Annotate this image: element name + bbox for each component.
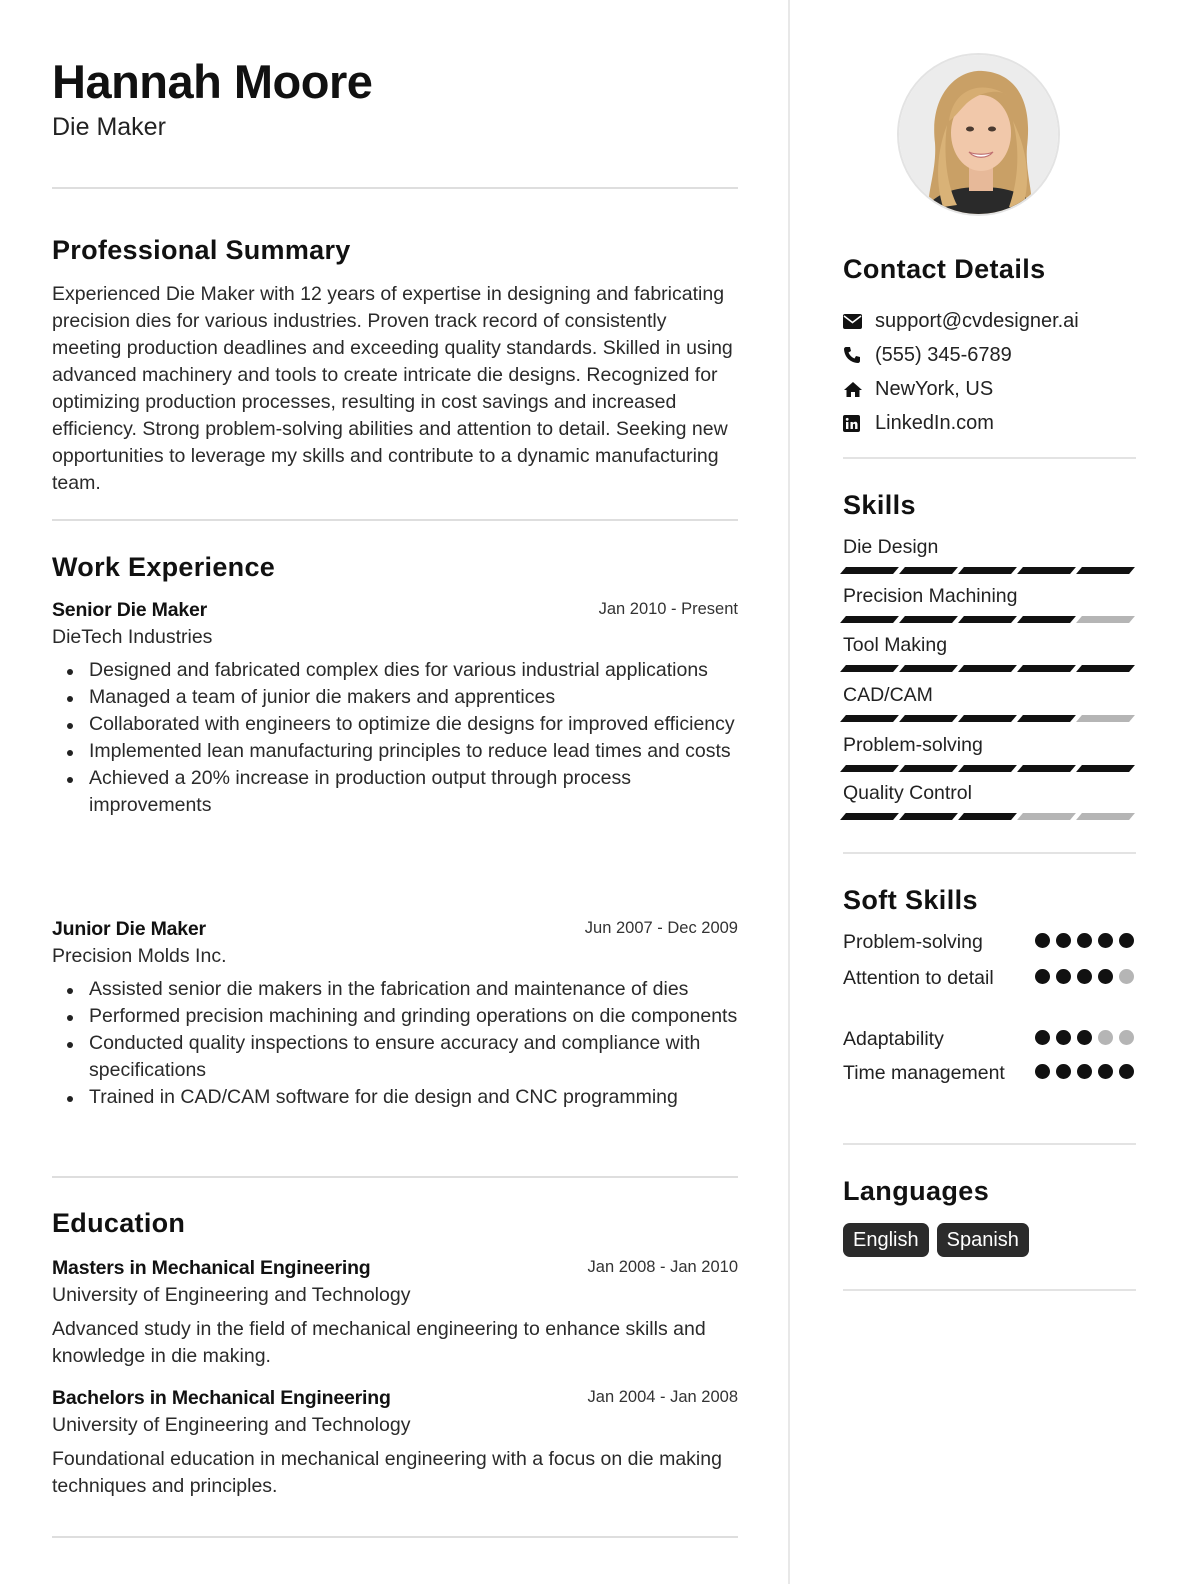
job-bullets [52, 657, 738, 819]
soft-skill-name: Problem-solving [843, 931, 983, 953]
divider [52, 187, 738, 189]
rating-dot [1077, 1064, 1092, 1079]
education-heading: Education [52, 1208, 186, 1238]
divider [52, 1536, 738, 1538]
skill-level-bar [843, 616, 1136, 623]
skill-level-bar [843, 567, 1136, 574]
language-tag: Spanish [937, 1223, 1029, 1257]
job-bullets [52, 976, 738, 1111]
job-company: Precision Molds Inc. [52, 945, 227, 967]
languages-heading: Languages [843, 1176, 990, 1206]
skill-level-segment [899, 715, 958, 722]
skill-level-segment [1076, 665, 1135, 672]
location-text: NewYork, US [875, 378, 994, 400]
skill-level-segment [840, 567, 899, 574]
soft-skill-item [843, 1026, 1136, 1053]
skill-level-segment [899, 616, 958, 623]
skill-level-segment [958, 813, 1017, 820]
rating-dot [1119, 969, 1134, 984]
rating-dot [1119, 1064, 1134, 1079]
rating-dot [1056, 933, 1071, 948]
rating-dot [1056, 1064, 1071, 1079]
skill-level-segment [1076, 567, 1135, 574]
skill-level-segment [899, 765, 958, 772]
divider [843, 852, 1136, 854]
rating-dot [1098, 1064, 1113, 1079]
divider [52, 1176, 738, 1178]
skill-level-segment [1017, 665, 1076, 672]
rating-dot [1119, 933, 1134, 948]
soft-skill-item [843, 965, 1136, 992]
skill-level-segment [1017, 715, 1076, 722]
rating-dot [1035, 1030, 1050, 1045]
divider [52, 519, 738, 521]
soft-skill-rating [1035, 969, 1134, 984]
skill-level-segment [1076, 715, 1135, 722]
skill-name: Quality Control [843, 782, 972, 804]
job-role: Senior Die Maker [52, 599, 208, 621]
skill-name: Precision Machining [843, 585, 1018, 607]
rating-dot [1098, 969, 1113, 984]
avatar [897, 53, 1060, 216]
education-entry [52, 1255, 738, 1370]
job-company: DieTech Industries [52, 626, 213, 648]
soft-skill-item [843, 1060, 1136, 1087]
rating-dot [1077, 933, 1092, 948]
bullet-item: Managed a team of junior die makers and apprentices [52, 684, 738, 711]
job-entry [52, 916, 738, 1111]
skill-level-segment [1017, 765, 1076, 772]
linkedin-text: LinkedIn.com [875, 412, 994, 434]
skill-item [843, 733, 1136, 772]
language-tag: English [843, 1223, 929, 1257]
soft-skills-heading: Soft Skills [843, 885, 978, 915]
email-text: support@cvdesigner.ai [875, 310, 1079, 332]
job-entry [52, 597, 738, 819]
bullet-item: Achieved a 20% increase in production output through process improvements [52, 765, 738, 819]
skill-name: Problem-solving [843, 734, 983, 756]
education-description: Advanced study in the field of mechanical engineering to enhance skills and knowledge in die making. [52, 1318, 706, 1367]
skill-level-bar [843, 813, 1136, 820]
divider [843, 457, 1136, 459]
home-icon [843, 378, 875, 400]
skill-level-bar [843, 765, 1136, 772]
skill-level-segment [958, 616, 1017, 623]
soft-skill-rating [1035, 933, 1134, 948]
rating-dot [1056, 1030, 1071, 1045]
skill-level-segment [1076, 813, 1135, 820]
contact-email[interactable] [843, 304, 1136, 338]
bullet-item: Trained in CAD/CAM software for die design and CNC programming [52, 1084, 738, 1111]
skill-level-segment [1017, 567, 1076, 574]
skill-level-segment [1076, 616, 1135, 623]
skill-level-segment [958, 665, 1017, 672]
soft-skill-item [843, 929, 1136, 956]
bullet-item: Assisted senior die makers in the fabrication and maintenance of dies [52, 976, 738, 1003]
job-role: Junior Die Maker [52, 918, 206, 940]
candidate-name: Hannah Moore [52, 55, 373, 108]
education-date: Jan 2008 - Jan 2010 [587, 1258, 738, 1276]
skill-name: Tool Making [843, 634, 948, 656]
contact-linkedin[interactable] [843, 406, 1136, 440]
school-name: University of Engineering and Technology [52, 1284, 411, 1306]
bullet-item: Collaborated with engineers to optimize die designs for improved efficiency [52, 711, 738, 738]
divider [843, 1289, 1136, 1291]
skills-heading: Skills [843, 490, 916, 520]
bullet-item: Implemented lean manufacturing principles to reduce lead times and costs [52, 738, 738, 765]
profile-photo [899, 55, 1060, 216]
column-divider [788, 0, 790, 1584]
skill-level-segment [958, 765, 1017, 772]
skill-level-segment [1076, 765, 1135, 772]
rating-dot [1077, 969, 1092, 984]
divider [843, 1143, 1136, 1145]
phone-icon [843, 344, 875, 366]
skill-level-segment [840, 665, 899, 672]
education-description: Foundational education in mechanical engineering with a focus on die making techniques and principles. [52, 1448, 722, 1497]
skill-level-segment [840, 765, 899, 772]
rating-dot [1035, 933, 1050, 948]
soft-skill-name: Attention to detail [843, 967, 994, 989]
soft-skill-rating [1035, 1064, 1134, 1079]
rating-dot [1077, 1030, 1092, 1045]
degree-title: Masters in Mechanical Engineering [52, 1257, 371, 1279]
soft-skill-rating [1035, 1030, 1134, 1045]
skill-item [843, 584, 1136, 623]
rating-dot [1056, 969, 1071, 984]
skill-item [843, 683, 1136, 722]
experience-heading: Work Experience [52, 552, 276, 582]
rating-dot [1035, 1064, 1050, 1079]
skill-level-segment [840, 715, 899, 722]
skill-name: Die Design [843, 536, 939, 558]
envelope-icon [843, 310, 875, 332]
bullet-item: Performed precision machining and grinding operations on die components [52, 1003, 738, 1030]
rating-dot [1035, 969, 1050, 984]
languages-list [843, 1223, 1029, 1257]
skill-level-segment [899, 567, 958, 574]
skill-item [843, 781, 1136, 820]
rating-dot [1098, 933, 1113, 948]
skill-item [843, 633, 1136, 672]
education-entry [52, 1385, 738, 1500]
education-date: Jan 2004 - Jan 2008 [587, 1388, 738, 1406]
summary-heading: Professional Summary [52, 235, 351, 265]
skill-level-segment [958, 567, 1017, 574]
skill-level-segment [958, 715, 1017, 722]
linkedin-icon [843, 412, 875, 434]
phone-text: (555) 345-6789 [875, 344, 1012, 366]
school-name: University of Engineering and Technology [52, 1414, 411, 1436]
bullet-item: Designed and fabricated complex dies for various industrial applications [52, 657, 738, 684]
skill-level-segment [1017, 813, 1076, 820]
skill-item [843, 535, 1136, 574]
summary-text: Experienced Die Maker with 12 years of expertise in designing and fabricating precision dies for various industries. Proven track record of consistently meeting production deadlines and exceeding quality standards. Skilled in using advanced machinery and tools to create intricate die designs. Recognized for optimizing production processes, resulting in cost savings and increased efficiency. Strong problem-solving abilities and attention to detail. Seeking new opportunities to leverage my skills and contribute to a dynamic manufacturing team. [52, 283, 733, 494]
skill-level-segment [899, 665, 958, 672]
skill-level-segment [840, 616, 899, 623]
soft-skill-name: Adaptability [843, 1028, 944, 1050]
skill-name: CAD/CAM [843, 684, 933, 706]
skill-level-bar [843, 665, 1136, 672]
contact-phone[interactable] [843, 338, 1136, 372]
skill-level-segment [1017, 616, 1076, 623]
degree-title: Bachelors in Mechanical Engineering [52, 1387, 391, 1409]
bullet-item: Conducted quality inspections to ensure accuracy and compliance with specifications [52, 1030, 738, 1084]
contact-list [843, 304, 1136, 440]
job-title: Die Maker [52, 113, 166, 141]
job-date: Jan 2010 - Present [598, 600, 738, 618]
skill-level-segment [840, 813, 899, 820]
rating-dot [1119, 1030, 1134, 1045]
contact-location [843, 372, 1136, 406]
job-date: Jun 2007 - Dec 2009 [584, 919, 738, 937]
skill-level-bar [843, 715, 1136, 722]
rating-dot [1098, 1030, 1113, 1045]
contact-heading: Contact Details [843, 254, 1046, 284]
soft-skill-name: Time management [843, 1062, 1005, 1084]
skill-level-segment [899, 813, 958, 820]
